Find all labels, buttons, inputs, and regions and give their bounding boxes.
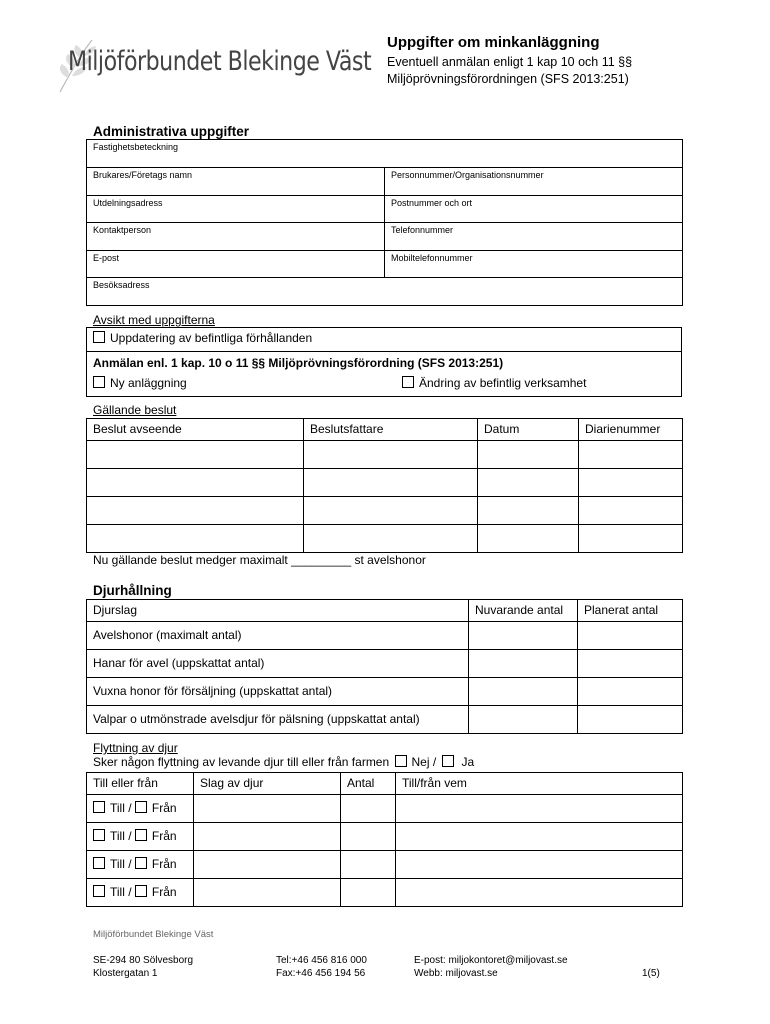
- table-cell[interactable]: [341, 795, 396, 823]
- table-cell[interactable]: [579, 469, 683, 497]
- table-cell[interactable]: [194, 851, 341, 879]
- table-row: [87, 622, 683, 650]
- table-cell[interactable]: [469, 622, 578, 650]
- footer-org: Miljöförbundet Blekinge Väst: [93, 929, 214, 940]
- till-label: Till /: [110, 857, 132, 871]
- ja-checkbox[interactable]: [442, 755, 454, 767]
- field-epost[interactable]: E-post: [87, 251, 385, 278]
- table-cell[interactable]: [304, 469, 478, 497]
- anmalan-heading: Anmälan enl. 1 kap. 10 o 11 §§ Miljöprövningsförordning (SFS 2013:251): [93, 356, 504, 370]
- table-row: [87, 441, 683, 469]
- till-checkbox[interactable]: [93, 829, 105, 841]
- field-telefonnummer[interactable]: Telefonnummer: [385, 223, 683, 251]
- admin-table: [86, 139, 683, 306]
- table-cell[interactable]: [194, 795, 341, 823]
- logo: [56, 34, 372, 94]
- table-cell[interactable]: [304, 441, 478, 469]
- table-cell[interactable]: [396, 823, 683, 851]
- table-row: [87, 650, 683, 678]
- table-cell[interactable]: [579, 497, 683, 525]
- table-cell[interactable]: [396, 851, 683, 879]
- table-cell[interactable]: [396, 879, 683, 907]
- avelshonor-note: Nu gällande beslut medger maximalt _________ st avelshonor: [93, 553, 426, 567]
- flytt-header-slag: Slag av djur: [194, 773, 341, 795]
- document-subtitle-2: Miljöprövningsförordningen (SFS 2013:251): [387, 72, 629, 86]
- table-cell[interactable]: [341, 879, 396, 907]
- ny-anlaggning-label: Ny anläggning: [110, 376, 187, 390]
- table-row: [87, 851, 683, 879]
- field-personnummer[interactable]: Personnummer/Organisationsnummer: [385, 168, 683, 196]
- till-checkbox[interactable]: [93, 801, 105, 813]
- djur-section-title: Djurhållning: [93, 583, 172, 598]
- fran-label: Från: [151, 857, 177, 871]
- djur-row-label: Valpar o utmönstrade avelsdjur för pälsning (uppskattat antal): [87, 706, 469, 734]
- footer-email: E-post: miljokontoret@miljovast.se: [414, 955, 568, 966]
- fran-label: Från: [151, 885, 177, 899]
- ny-anlaggning-checkbox[interactable]: [93, 376, 105, 388]
- field-brukare[interactable]: Brukares/Företags namn: [87, 168, 385, 196]
- table-row: [87, 706, 683, 734]
- ja-label: Ja: [461, 755, 475, 769]
- table-cell[interactable]: [578, 622, 683, 650]
- djur-row-label: Hanar för avel (uppskattat antal): [87, 650, 469, 678]
- andring-label: Ändring av befintlig verksamhet: [419, 376, 587, 390]
- djur-header-nuvarande: Nuvarande antal: [469, 600, 578, 622]
- document-title: Uppgifter om minkanläggning: [387, 34, 600, 51]
- table-cell[interactable]: [478, 525, 579, 553]
- nej-label: Nej /: [411, 755, 437, 769]
- flytt-header-till-fran: Till eller från: [87, 773, 194, 795]
- fran-checkbox[interactable]: [135, 829, 147, 841]
- footer-tel: Tel:+46 456 816 000: [276, 955, 367, 966]
- document-subtitle-1: Eventuell anmälan enligt 1 kap 10 och 11 §§: [387, 55, 633, 69]
- logo-text: Miljöförbundet Blekinge Väst: [68, 46, 372, 77]
- nej-checkbox[interactable]: [395, 755, 407, 767]
- table-cell[interactable]: [304, 525, 478, 553]
- footer-web: Webb: miljovast.se: [414, 968, 498, 979]
- field-postnummer[interactable]: Postnummer och ort: [385, 196, 683, 223]
- table-cell[interactable]: [194, 879, 341, 907]
- table-cell[interactable]: [469, 706, 578, 734]
- table-cell[interactable]: [578, 650, 683, 678]
- flytt-section-title: Flyttning av djur: [93, 741, 178, 755]
- table-cell[interactable]: [579, 441, 683, 469]
- fran-label: Från: [151, 801, 177, 815]
- till-label: Till /: [110, 885, 132, 899]
- beslut-header-datum: Datum: [478, 419, 579, 441]
- till-fran-cell: [87, 795, 194, 823]
- table-row: [87, 795, 683, 823]
- beslut-table: [86, 418, 683, 553]
- flytt-question: Sker någon flyttning av levande djur till eller från farmen: [93, 755, 390, 769]
- fran-checkbox[interactable]: [135, 857, 147, 869]
- table-cell[interactable]: [578, 678, 683, 706]
- table-cell[interactable]: [87, 497, 304, 525]
- flytt-table: [86, 772, 683, 907]
- till-checkbox[interactable]: [93, 857, 105, 869]
- beslut-header-beslutsfattare: Beslutsfattare: [304, 419, 478, 441]
- uppdatering-row: [87, 328, 682, 352]
- fran-checkbox[interactable]: [135, 885, 147, 897]
- field-fastighetsbeteckning[interactable]: Fastighetsbeteckning: [87, 140, 683, 168]
- table-cell[interactable]: [87, 441, 304, 469]
- admin-section-title: Administrativa uppgifter: [93, 124, 250, 139]
- djur-header-planerat: Planerat antal: [578, 600, 683, 622]
- till-fran-cell: [87, 823, 194, 851]
- till-label: Till /: [110, 829, 132, 843]
- field-besoksadress[interactable]: Besöksadress: [87, 278, 683, 306]
- table-cell[interactable]: [579, 525, 683, 553]
- fran-label: Från: [151, 829, 177, 843]
- uppdatering-checkbox[interactable]: [93, 331, 105, 343]
- table-cell[interactable]: [578, 706, 683, 734]
- beslut-header-avseende: Beslut avseende: [87, 419, 304, 441]
- avsikt-section-title: Avsikt med uppgifterna: [93, 313, 215, 327]
- avsikt-table: [86, 327, 682, 397]
- beslut-header-diarienummer: Diarienummer: [579, 419, 683, 441]
- table-cell[interactable]: [478, 441, 579, 469]
- till-fran-cell: [87, 851, 194, 879]
- table-row: [87, 823, 683, 851]
- table-row: [87, 678, 683, 706]
- field-kontaktperson[interactable]: Kontaktperson: [87, 223, 385, 251]
- table-row: [87, 497, 683, 525]
- flytt-header-antal: Antal: [341, 773, 396, 795]
- andring-checkbox[interactable]: [402, 376, 414, 388]
- footer-address-2: Klostergatan 1: [93, 968, 158, 979]
- till-checkbox[interactable]: [93, 885, 105, 897]
- djur-row-label: Vuxna honor för försäljning (uppskattat antal): [87, 678, 469, 706]
- table-cell[interactable]: [341, 823, 396, 851]
- table-row: [87, 525, 683, 553]
- uppdatering-label: Uppdatering av befintliga förhållanden: [110, 331, 313, 345]
- fran-checkbox[interactable]: [135, 801, 147, 813]
- table-cell[interactable]: [87, 469, 304, 497]
- djur-row-label: Avelshonor (maximalt antal): [87, 622, 469, 650]
- flytt-question-line: [93, 755, 474, 769]
- till-fran-cell: [87, 879, 194, 907]
- table-cell[interactable]: [478, 469, 579, 497]
- table-cell[interactable]: [478, 497, 579, 525]
- table-cell[interactable]: [87, 525, 304, 553]
- djur-header-djurslag: Djurslag: [87, 600, 469, 622]
- beslut-section-title: Gällande beslut: [93, 403, 177, 417]
- footer-fax: Fax:+46 456 194 56: [276, 968, 366, 979]
- table-cell[interactable]: [469, 650, 578, 678]
- anmalan-cell: [87, 352, 682, 397]
- table-row: [87, 879, 683, 907]
- table-row: [87, 469, 683, 497]
- field-mobiltelefon[interactable]: Mobiltelefonnummer: [385, 251, 683, 278]
- table-cell[interactable]: [396, 795, 683, 823]
- till-label: Till /: [110, 801, 132, 815]
- field-utdelningsadress[interactable]: Utdelningsadress: [87, 196, 385, 223]
- table-cell[interactable]: [194, 823, 341, 851]
- page-number: 1(5): [642, 968, 660, 979]
- djur-table: [86, 599, 683, 734]
- table-cell[interactable]: [341, 851, 396, 879]
- table-cell[interactable]: [469, 678, 578, 706]
- table-cell[interactable]: [304, 497, 478, 525]
- flytt-header-vem: Till/från vem: [396, 773, 683, 795]
- footer-address-1: SE-294 80 Sölvesborg: [93, 955, 194, 966]
